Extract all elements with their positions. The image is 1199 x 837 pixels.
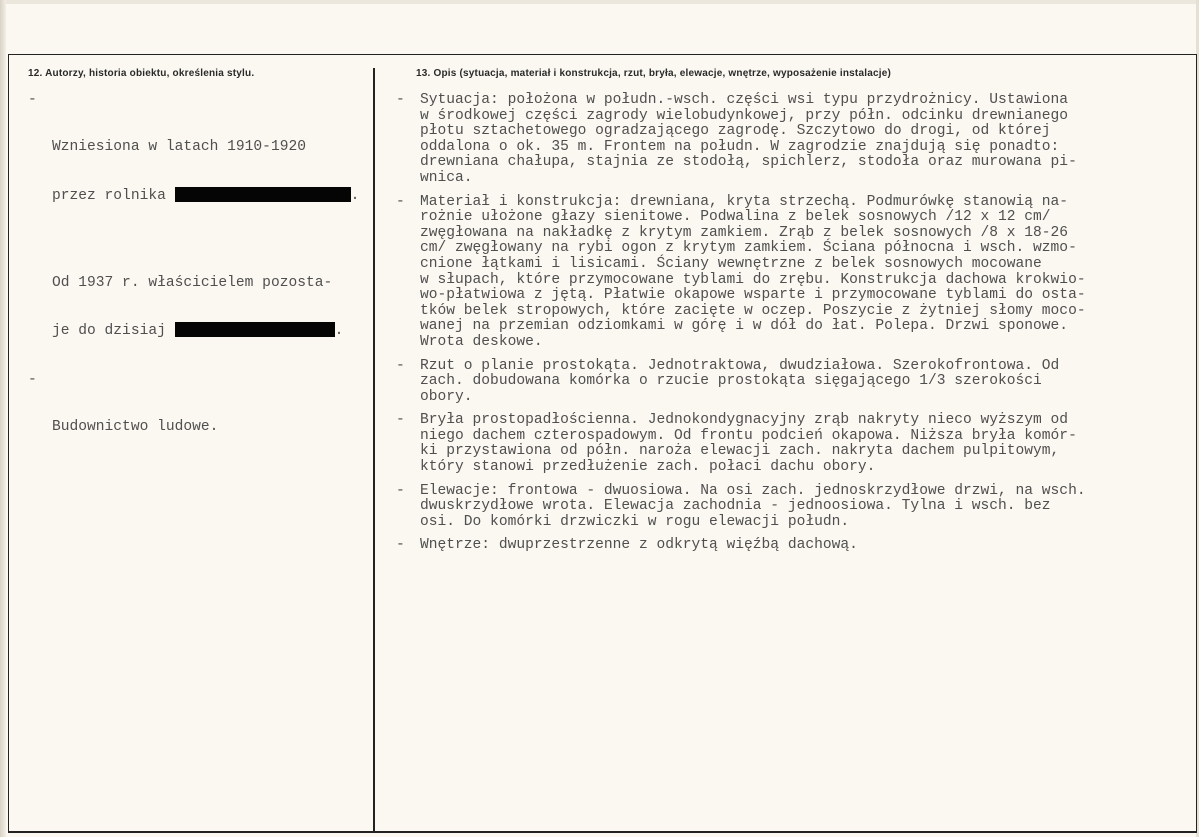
description-line: zach. dobudowana komórka o rzucie prostokąta sięgającego 1/3 szerokości — [420, 373, 1042, 390]
frame-top-border — [8, 54, 1197, 55]
history-line — [52, 322, 368, 340]
entry-gap — [52, 235, 368, 244]
description-line: Materiał i konstrukcja: drewniana, kryta strzechą. Podmurówkę stanowią na- — [420, 193, 1069, 210]
entry-dash: - — [396, 537, 405, 554]
description-line: niego dachem czterospadowym. Od frontu podcień okapowa. Niższa bryła komór- — [420, 427, 1077, 444]
description-line: ki przystawiona od półn. naroża elewacji zach. nakryta dachem pulpitowym, — [420, 443, 1060, 460]
entry-dash: - — [396, 193, 405, 210]
description-line: oddalona o ok. 35 m. Frontem na połudn. W zagrodzie znajdują się ponadto: — [420, 138, 1060, 155]
card-edge-left — [0, 0, 6, 837]
description-line: osi. Do komórki drzwiczki w rogu elewacji połudn. — [420, 513, 850, 530]
frame-left-border — [8, 54, 9, 832]
description-line: rożnie ułożone głazy sienitowe. Podwalina z belek sosnowych /12 x 12 cm/ — [420, 209, 1051, 226]
history-line-end: . — [350, 187, 360, 204]
description-line: cm/ zwęgłowany na rybi ogon z krytym zamkiem. Ściana północna i wsch. wzmo- — [420, 240, 1077, 257]
card-edge-top — [4, 0, 1199, 4]
description-line: w słupach, które przymocowane tyblami do zrębu. Konstrukcja dachowa krokwio- — [420, 271, 1086, 288]
description-line: obory. — [420, 388, 473, 405]
description-line: w środkowej części zagrody wielobudynkowej, przy półn. odcinku drewnianego — [420, 107, 1069, 124]
redacted-name-block — [175, 322, 335, 337]
entry-dash: - — [28, 372, 37, 389]
description-line: Wrota deskowe. — [420, 333, 543, 350]
entry-dash: - — [28, 92, 37, 108]
description-line: wo-płatwiowa z jętą. Płatwie okapowe wsparte i przymocowane tyblami do osta- — [420, 287, 1086, 304]
description-line: który stanowi przedłużenie zach. połaci dachu obory. — [420, 459, 876, 476]
description-line: płotu sztachetowego ogradzającego zagrodę. Szczytowo do drogi, od której — [420, 123, 1051, 140]
description-line: drewniana chałupa, stajnia ze stodołą, spichlerz, stodoła oraz murowana pi- — [420, 154, 1077, 171]
description-line: Bryła prostopadłościenna. Jednokondygnacyjny zrąb nakryty nieco wyższym od — [420, 412, 1069, 429]
description-paragraph — [396, 484, 1186, 531]
history-line: Od 1937 r. właścicielem pozosta- — [52, 274, 333, 291]
history-column — [28, 93, 368, 467]
column-divider — [373, 68, 375, 832]
left-column-header: 12. Autorzy, historia obiektu, określenia stylu. — [28, 68, 255, 79]
right-column-header: 13. Opis (sytuacja, materiał i konstrukcja, rzut, bryła, elewacje, wnętrze, wyposażenie instalacje) — [416, 68, 891, 79]
description-line: cnione łątkami i lisicami. Ściany wewnętrzne z belek sosnowych mocowane — [420, 255, 1042, 272]
description-line: zwęgłowana na nakładkę z krytym zamkiem. Zrąb z belek sosnowych /8 x 18-26 — [420, 224, 1069, 241]
description-line: dwuskrzydłowe wrota. Elewacja zachodnia - jednoosiowa. Tylna i wsch. bez — [420, 498, 1051, 515]
description-line: Rzut o planie prostokąta. Jednotraktowa, dwudziałowa. Szerokofrontowa. Od — [420, 357, 1060, 374]
description-line: Wnętrze: dwuprzestrzenne z odkrytą więźbą dachową. — [420, 537, 858, 554]
history-line: Wzniesiona w latach 1910-1920 — [52, 138, 306, 155]
description-column — [396, 93, 1186, 562]
history-line: Budownictwo ludowe. — [52, 418, 219, 435]
description-paragraph — [396, 195, 1186, 351]
history-line-end: . — [334, 323, 344, 340]
description-line: wnica. — [420, 169, 473, 186]
history-line — [52, 187, 368, 205]
redacted-name-block — [175, 187, 351, 202]
frame-bottom-border — [8, 831, 1197, 833]
description-line: wanej na przemian odziomkami w górę i w dół do łat. Polepa. Drzwi sponowe. — [420, 318, 1069, 335]
description-paragraph — [396, 538, 1186, 554]
history-line-text: przez rolnika — [52, 187, 166, 204]
description-paragraph — [396, 93, 1186, 187]
frame-right-border — [1196, 54, 1197, 832]
description-line: Elewacje: frontowa - dwuosiowa. Na osi zach. jednoskrzydłowe drzwi, na wsch. — [420, 482, 1086, 499]
description-line: tków belek stropowych, które zacięte w oczep. Poszycie z żytniej słomy moco- — [420, 302, 1086, 319]
description-line: Sytuacja: położona w połudn.-wsch. części wsi typu przydrożnicy. Ustawiona — [420, 92, 1069, 108]
description-paragraph — [396, 359, 1186, 406]
entry-dash: - — [396, 357, 405, 374]
history-entry — [28, 373, 368, 467]
entry-dash: - — [396, 412, 405, 429]
history-line-text: je do dzisiaj — [52, 323, 166, 340]
description-paragraph — [396, 413, 1186, 475]
entry-dash: - — [396, 92, 405, 108]
entry-dash: - — [396, 482, 405, 499]
history-entry — [28, 93, 368, 371]
